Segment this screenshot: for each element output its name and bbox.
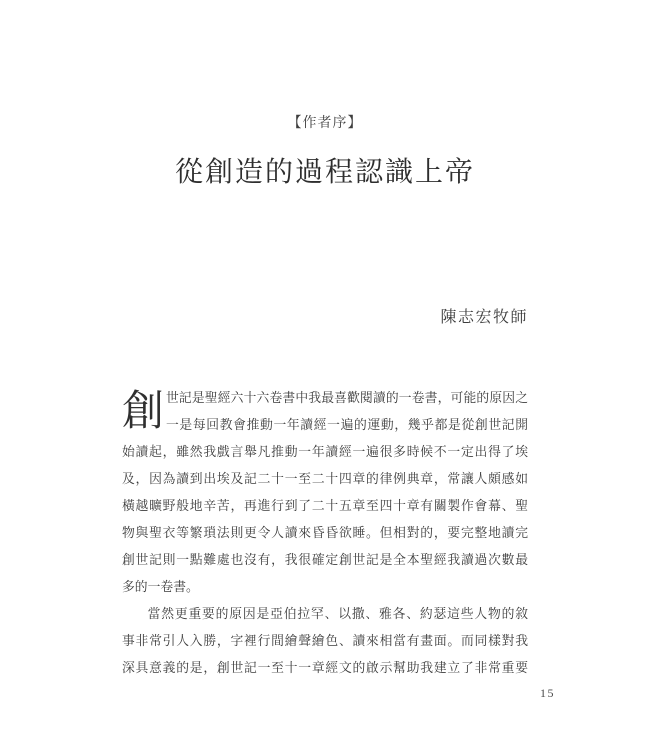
text-line: 始讀起，雖然我戲言舉凡推動一年讀經一遍很多時候不一定出得了埃 [122,445,528,459]
paragraph-2 [122,601,528,682]
drop-cap: 創 [122,389,165,435]
text-line: 一是每回教會推動一年讀經一遍的運動，幾乎都是從創世記開 [166,418,528,432]
text-line: 物與聖衣等繁瑣法則更令人讀來昏昏欲睡。但相對的，要完整地讀完 [122,526,528,540]
page-number: 15 [540,686,555,700]
page-title: 從創造的過程認識上帝 [174,157,475,188]
text-line: 世記是聖經六十六卷書中我最喜歡閱讀的一卷書，可能的原因之 [166,391,528,405]
text-line: 創世記則一點難處也沒有，我很確定創世記是全本聖經我讀過次數最 [122,553,528,567]
text-line: 深具意義的是，創世記一至十一章經文的啟示幫助我建立了非常重要 [122,661,528,675]
text-line: 事非常引人入勝，字裡行間繪聲繪色、讀來相當有畫面。而同樣對我 [122,634,528,648]
text-line: 及，因為讀到出埃及記二十一至二十四章的律例典章，常讓人頗感如 [122,472,528,486]
section-label: 【作者序】 [287,116,363,131]
text-line: 當然更重要的原因是亞伯拉罕、以撒、雅各、約瑟這些人物的敘 [147,607,528,621]
paragraph-1 [122,385,528,601]
text-line: 多的一卷書。 [122,580,199,594]
text-line: 橫越曠野般地辛苦，再進行到了二十五章至四十章有關製作會幕、聖 [122,499,528,513]
body-text [122,385,528,682]
author-name: 陳志宏牧師 [440,309,528,326]
